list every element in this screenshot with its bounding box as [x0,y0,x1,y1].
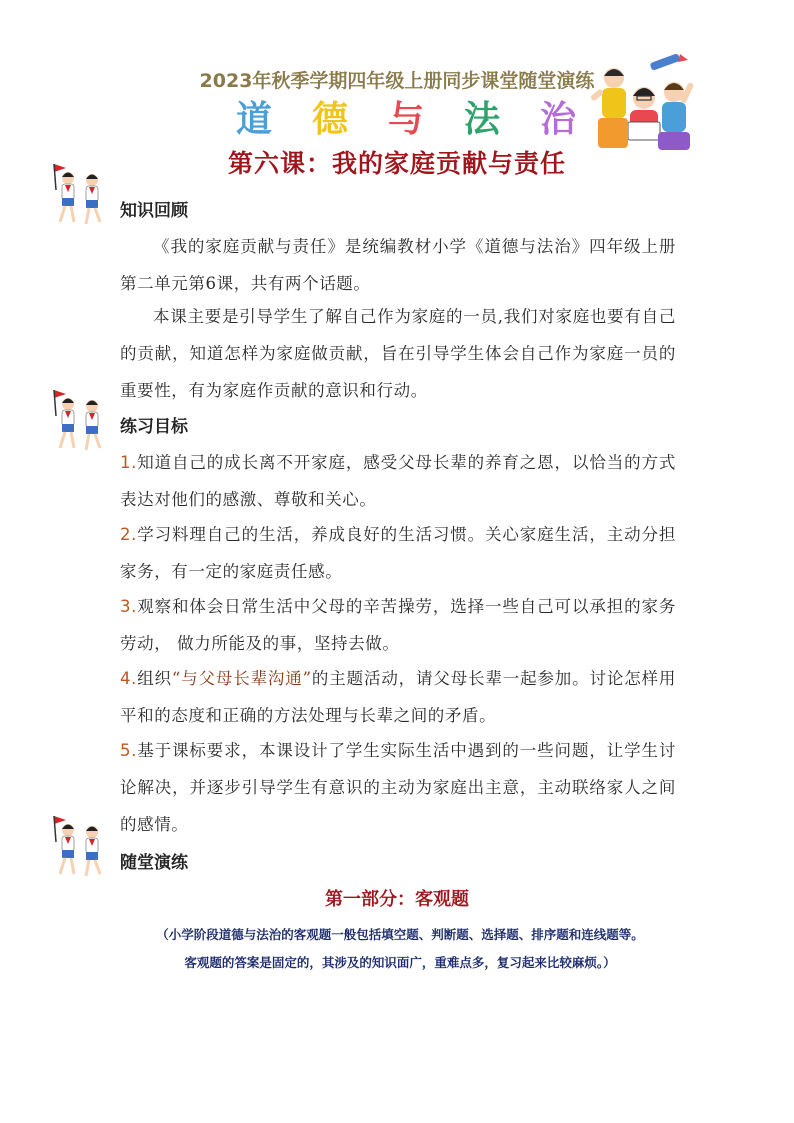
review-paragraph-1: 《我的家庭贡献与责任》是统编教材小学《道德与法治》四年级上册第二单元第6课，共有两个话题。 [120,237,676,293]
subject-char-3: 与 [387,99,424,140]
lesson-title: 第六课：我的家庭贡献与责任 [227,149,566,178]
running-students-icon [48,812,116,882]
subject-char-1: 道 [236,99,273,140]
section-heading-review: 知识回顾 [120,201,188,221]
subject-char-4: 法 [463,99,500,140]
subject-char-5: 治 [539,99,576,140]
running-students-icon [48,386,116,456]
subject-title [236,96,576,144]
goal-number: 1. [120,453,137,472]
goal-item-3 [120,588,676,662]
goal-item-4 [120,660,676,734]
note-line-2: 客观题的答案是固定的，其涉及的知识面广，重难点多，复习起来比较麻烦。） [184,955,616,970]
goal-item-1 [120,444,676,518]
section-heading-practice: 随堂演练 [120,853,188,873]
goal-text: 知道自己的成长离不开家庭，感受父母长辈的养育之恩，以恰当的方式表达对他们的感激、尊敬和关心。 [120,453,676,509]
goal-item-2 [120,516,676,590]
part-title: 第一部分：客观题 [325,889,469,910]
goal-number: 3. [120,597,137,616]
goal-number: 2. [120,525,137,544]
goal-text: 基于课标要求，本课设计了学生实际生活中遇到的一些问题，让学生讨论解决，并逐步引导学生有意识的主动为家庭出主意，主动联络家人之间的感情。 [120,741,676,834]
running-students-icon [48,160,116,230]
review-paragraph-2: 本课主要是引导学生了解自己作为家庭的一员,我们对家庭也要有自己的贡献，知道怎样为家庭做贡献，旨在引导学生体会自己作为家庭一员的重要性，有为家庭作贡献的意识和行动。 [120,307,676,400]
goal-item-5 [120,732,676,843]
subject-char-2: 德 [311,99,348,140]
goal-text: 学习料理自己的生活，养成良好的生活习惯。关心家庭生活，主动分担家务，有一定的家庭责任感。 [120,525,676,581]
header-title: 2023年秋季学期四年级上册同步课堂随堂演练 [199,70,595,92]
goal-text: 的主题活动，请父母长辈一起参加。讨论怎样用平和的态度和正确的方法处理与长辈之间的矛盾。 [120,669,676,725]
goal-highlight: “与父母长辈沟通” [171,669,312,688]
goal-text: 观察和体会日常生活中父母的辛苦操劳，选择一些自己可以承担的家务劳动， 做力所能及的事，坚持去做。 [120,597,676,653]
students-illustration [588,52,698,156]
goal-number: 5. [120,741,137,760]
goal-number: 4. [120,669,137,688]
section-heading-goals: 练习目标 [120,417,188,437]
goal-text-pre: 组织 [136,669,172,688]
note-line-1: （小学阶段道德与法治的客观题一般包括填空题、判断题、选择题、排序题和连线题等。 [156,927,644,942]
